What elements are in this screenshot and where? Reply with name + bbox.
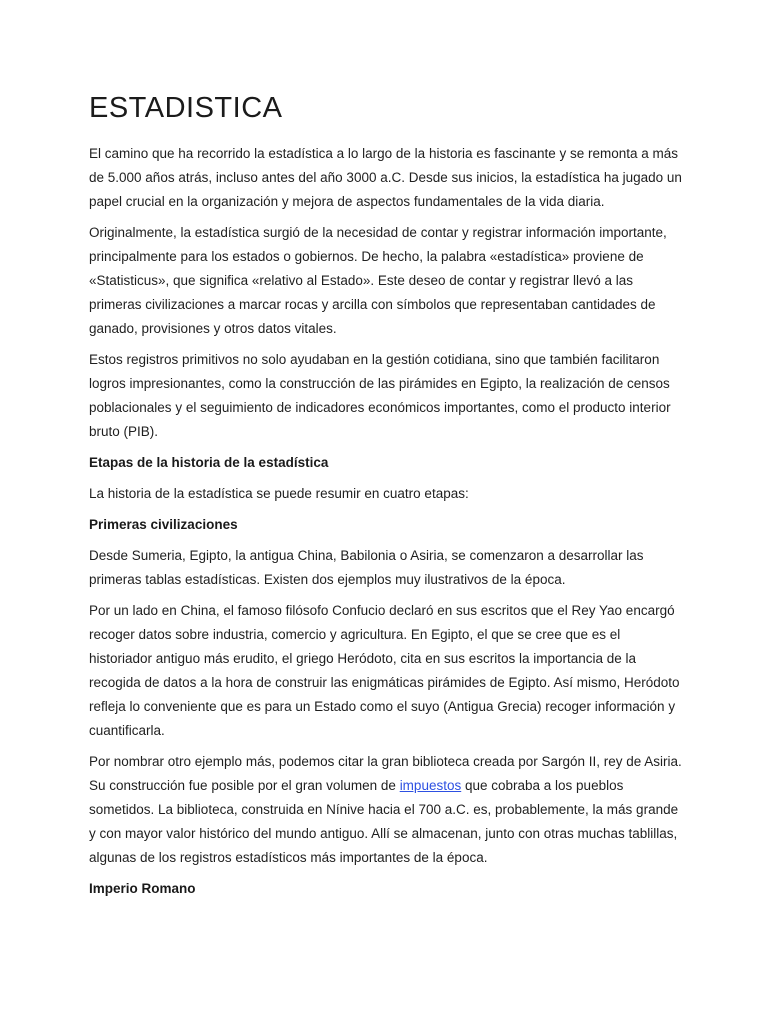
paragraph-biblioteca bbox=[89, 750, 687, 870]
heading-primeras-civilizaciones: Primeras civilizaciones bbox=[89, 517, 238, 532]
page-title: ESTADISTICA bbox=[89, 92, 283, 124]
impuestos-link[interactable]: impuestos bbox=[399, 778, 462, 793]
paragraph-biblioteca-after-link: que cobraba a los pueblos sometidos. La biblioteca, construida en Nínive hacia el 700 a.C. es, probablemente, la más grande y con mayor valor histórico del mundo antiguo. Allí se almacenan, junto con otras muchas tablillas, algunas de los registros estadísticos más importantes de la época. bbox=[89, 778, 679, 865]
paragraph-origins: Originalmente, la estadística surgió de la necesidad de contar y registrar información importante, principalmente para los estados o gobiernos. De hecho, la palabra «estadística» proviene de «Statisticus», que significa «relativo al Estado». Este deseo de contar y registrar llevó a las primeras civilizaciones a marcar rocas y arcilla con símbolos que representaban cantidades de ganado, provisiones y otros datos vitales. bbox=[89, 225, 667, 336]
paragraph-intro: El camino que ha recorrido la estadística a lo largo de la historia es fascinante y se remonta a más de 5.000 años atrás, incluso antes del año 3000 a.C. Desde sus inicios, la estadística ha jugado un papel crucial en la organización y mejora de aspectos fundamentales de la vida diaria. bbox=[89, 146, 682, 209]
document-content bbox=[89, 0, 687, 908]
heading-etapas: Etapas de la historia de la estadística bbox=[89, 455, 329, 470]
paragraph-biblioteca-before-link: Por nombrar otro ejemplo más, podemos citar la gran biblioteca creada por Sargón II, rey de Asiria. Su construcción fue posible por el gran volumen de bbox=[89, 754, 682, 793]
paragraph-primitive-records: Estos registros primitivos no solo ayudaban en la gestión cotidiana, sino que también facilitaron logros impresionantes, como la construcción de las pirámides en Egipto, la realización de censos poblacionales y el seguimiento de indicadores económicos importantes, como el producto interior bruto (PIB). bbox=[89, 352, 671, 439]
paragraph-china-egipto: Por un lado en China, el famoso filósofo Confucio declaró en sus escritos que el Rey Yao encargó recoger datos sobre industria, comercio y agricultura. En Egipto, el que se cree que es el historiador antiguo más erudito, el griego Heródoto, cita en sus escritos la importancia de la recogida de datos a la hora de construir las enigmáticas pirámides de Egipto. Así mismo, Heródoto refleja lo conveniente que es para un Estado como el suyo (Antigua Grecia) recoger información y cuantificarla. bbox=[89, 603, 680, 738]
paragraph-cuatro-etapas: La historia de la estadística se puede resumir en cuatro etapas: bbox=[89, 486, 469, 501]
paragraph-sumeria: Desde Sumeria, Egipto, la antigua China, Babilonia o Asiria, se comenzaron a desarrollar las primeras tablas estadísticas. Existen dos ejemplos muy ilustrativos de la época. bbox=[89, 548, 644, 587]
heading-imperio-romano: Imperio Romano bbox=[89, 881, 196, 896]
